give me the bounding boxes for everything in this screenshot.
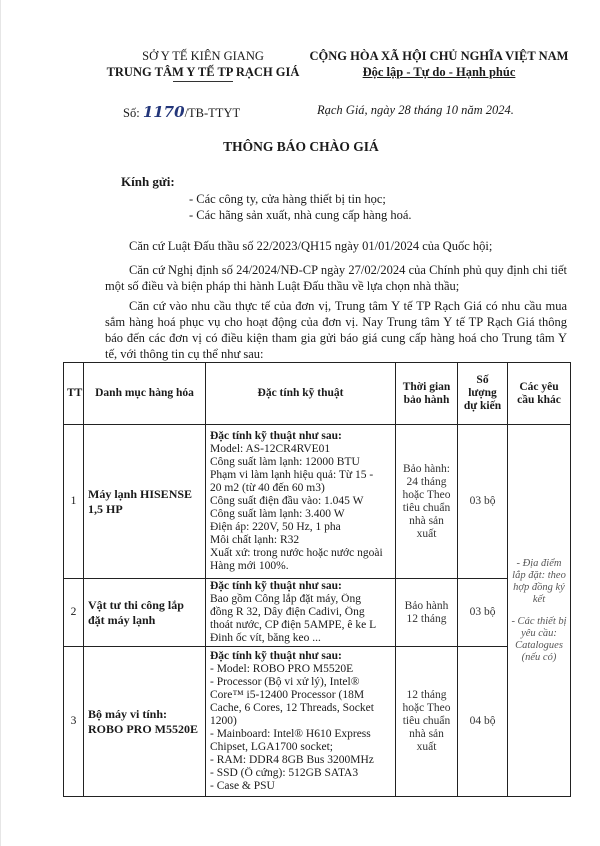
col-header-warranty: Thời gian bảo hành — [396, 363, 458, 425]
spec-line: Model: AS-12CR4RVE01 — [210, 443, 331, 455]
country-name: CỘNG HÒA XÃ HỘI CHỦ NGHĨA VIỆT NAM — [309, 49, 569, 63]
table-row — [64, 579, 571, 647]
spec-line: - SSD (Ổ cứng): 512GB SATA3 — [210, 767, 359, 779]
spec-line: - Processor (Bộ vi xử lý), Intel® — [210, 676, 360, 688]
goods-table — [63, 362, 571, 797]
recipient-line: - Các công ty, cửa hàng thiết bị tin học; — [189, 192, 386, 206]
spec-line: Công suất làm lạnh: 3.400 W — [210, 508, 345, 520]
quantity: 03 bộ — [458, 579, 508, 647]
spec-line: - Mainboard: Intel® H610 Express — [210, 728, 371, 740]
item-name: Vật tư thi công lắp đặt máy lạnh — [84, 579, 206, 647]
row-number: 2 — [64, 579, 84, 647]
spec-line: 20 m2 (từ 40 đến 60 m3) — [210, 482, 325, 494]
recipient-line: - Các hãng sản xuất, nhà cung cấp hàng hoá. — [189, 208, 412, 222]
legal-basis-paragraph: Căn cứ Luật Đấu thầu số 22/2023/QH15 ngày 01/01/2024 của Quốc hội; — [129, 239, 493, 253]
spec-heading: Đặc tính kỹ thuật như sau: — [210, 650, 342, 662]
table-header-row — [64, 363, 571, 425]
document-number — [123, 103, 240, 121]
spec-line: Bao gồm Công lắp đặt máy, Ống — [210, 593, 361, 605]
spec-line: Công suất làm lạnh: 12000 BTU — [210, 456, 360, 468]
document-number-prefix: Số: — [123, 106, 143, 120]
item-name: Máy lạnh HISENSE 1,5 HP — [84, 425, 206, 579]
row-number: 3 — [64, 647, 84, 797]
spec-line: Môi chất lạnh: R32 — [210, 534, 300, 546]
spec-line: Core™ i5-12400 Processor (18M — [210, 689, 365, 701]
col-header-qty: Số lượng dự kiến — [458, 363, 508, 425]
spec-line: Đinh ốc vít, băng keo ... — [210, 632, 321, 644]
spec-line: thoát nước, CP điện 5AMPE, ê ke L — [210, 619, 377, 631]
col-header-spec: Đặc tính kỹ thuật — [206, 363, 396, 425]
place-and-date: Rạch Giá, ngày 28 tháng 10 năm 2024. — [317, 103, 514, 117]
issuing-organization — [93, 48, 313, 82]
spec-line: Điện áp: 220V, 50 Hz, 1 pha — [210, 521, 341, 533]
spec-line: - Model: ROBO PRO M5520E — [210, 663, 354, 675]
col-header-tt: TT — [64, 363, 84, 425]
document-number-suffix: /TB-TTYT — [184, 106, 241, 120]
other-requirements — [508, 425, 571, 797]
national-motto: Độc lập - Tự do - Hạnh phúc — [362, 65, 516, 79]
spec-line: Chipset, LGA1700 socket; — [210, 741, 333, 753]
spec-line: Cache, 6 Cores, 12 Threads, Socket — [210, 702, 374, 714]
spec-line: Hàng mới 100%. — [210, 560, 289, 572]
row-number: 1 — [64, 425, 84, 579]
spec-line: Công suất điện đầu vào: 1.045 W — [210, 495, 364, 507]
table-row — [64, 425, 571, 579]
table-row — [64, 647, 571, 797]
spec-heading: Đặc tính kỹ thuật như sau: — [210, 580, 342, 592]
item-name: Bộ máy vi tính: ROBO PRO M5520E — [84, 647, 206, 797]
spec-line: - RAM: DDR4 8GB Bus 3200MHz — [210, 754, 374, 766]
warranty: 12 tháng hoặc Theo tiêu chuẩn nhà sản xuất — [396, 647, 458, 797]
document-title: THÔNG BÁO CHÀO GIÁ — [223, 139, 379, 154]
warranty: Bảo hành 12 tháng — [396, 579, 458, 647]
requirement-item: - Các thiết bị yêu cầu: Catalogues (nếu có) — [511, 615, 567, 663]
warranty: Bảo hành: 24 tháng hoặc Theo tiêu chuẩn nhà sản xuất — [396, 425, 458, 579]
spec-line: Xuất xứ: trong nước hoặc nước ngoài — [210, 547, 383, 559]
greeting: Kính gửi: — [121, 174, 175, 189]
quantity: 03 bộ — [458, 425, 508, 579]
legal-basis-paragraph: Căn cứ Nghị định số 24/2024/NĐ-CP ngày 27/02/2024 của Chính phủ quy định chi tiết một số điều và biện pháp thi hành Luật Đấu thầu về lựa chọn nhà thầu; — [105, 263, 567, 293]
agency-underline — [173, 81, 233, 82]
item-spec — [206, 647, 396, 797]
requirement-item: - Địa điểm lắp đặt: theo hợp đồng ký kết — [512, 557, 566, 605]
col-header-name: Danh mục hàng hóa — [84, 363, 206, 425]
spec-heading: Đặc tính kỹ thuật như sau: — [210, 430, 342, 442]
spec-line: đồng R 32, Dây điện Cadivi, Ống — [210, 606, 365, 618]
spec-line: Phạm vi làm lạnh hiệu quả: Từ 15 - — [210, 469, 374, 481]
purpose-paragraph: Căn cứ vào nhu cầu thực tế của đơn vị, Trung tâm Y tế TP Rạch Giá có nhu cầu mua sắm hàng hoá phục vụ cho hoạt động của đơn vị. Nay Trung tâm Y tế TP Rạch Giá thông báo đến các đơn vị có điều kiện tham gia gửi báo giá cung cấp hàng hoá cho Trung tâm Y tế, với thông tin cụ thể như sau: — [105, 299, 567, 361]
item-spec — [206, 425, 396, 579]
issuing-agency: TRUNG TÂM Y TẾ TP RẠCH GIÁ — [106, 65, 300, 79]
col-header-other: Các yêu cầu khác — [508, 363, 571, 425]
item-spec — [206, 579, 396, 647]
parent-agency: SỞ Y TẾ KIÊN GIANG — [142, 49, 264, 63]
national-header — [289, 48, 589, 80]
spec-line: 1200) — [210, 715, 237, 727]
spec-line: - Case & PSU — [210, 780, 275, 792]
quantity: 04 bộ — [458, 647, 508, 797]
handwritten-number: 1170 — [142, 103, 185, 121]
